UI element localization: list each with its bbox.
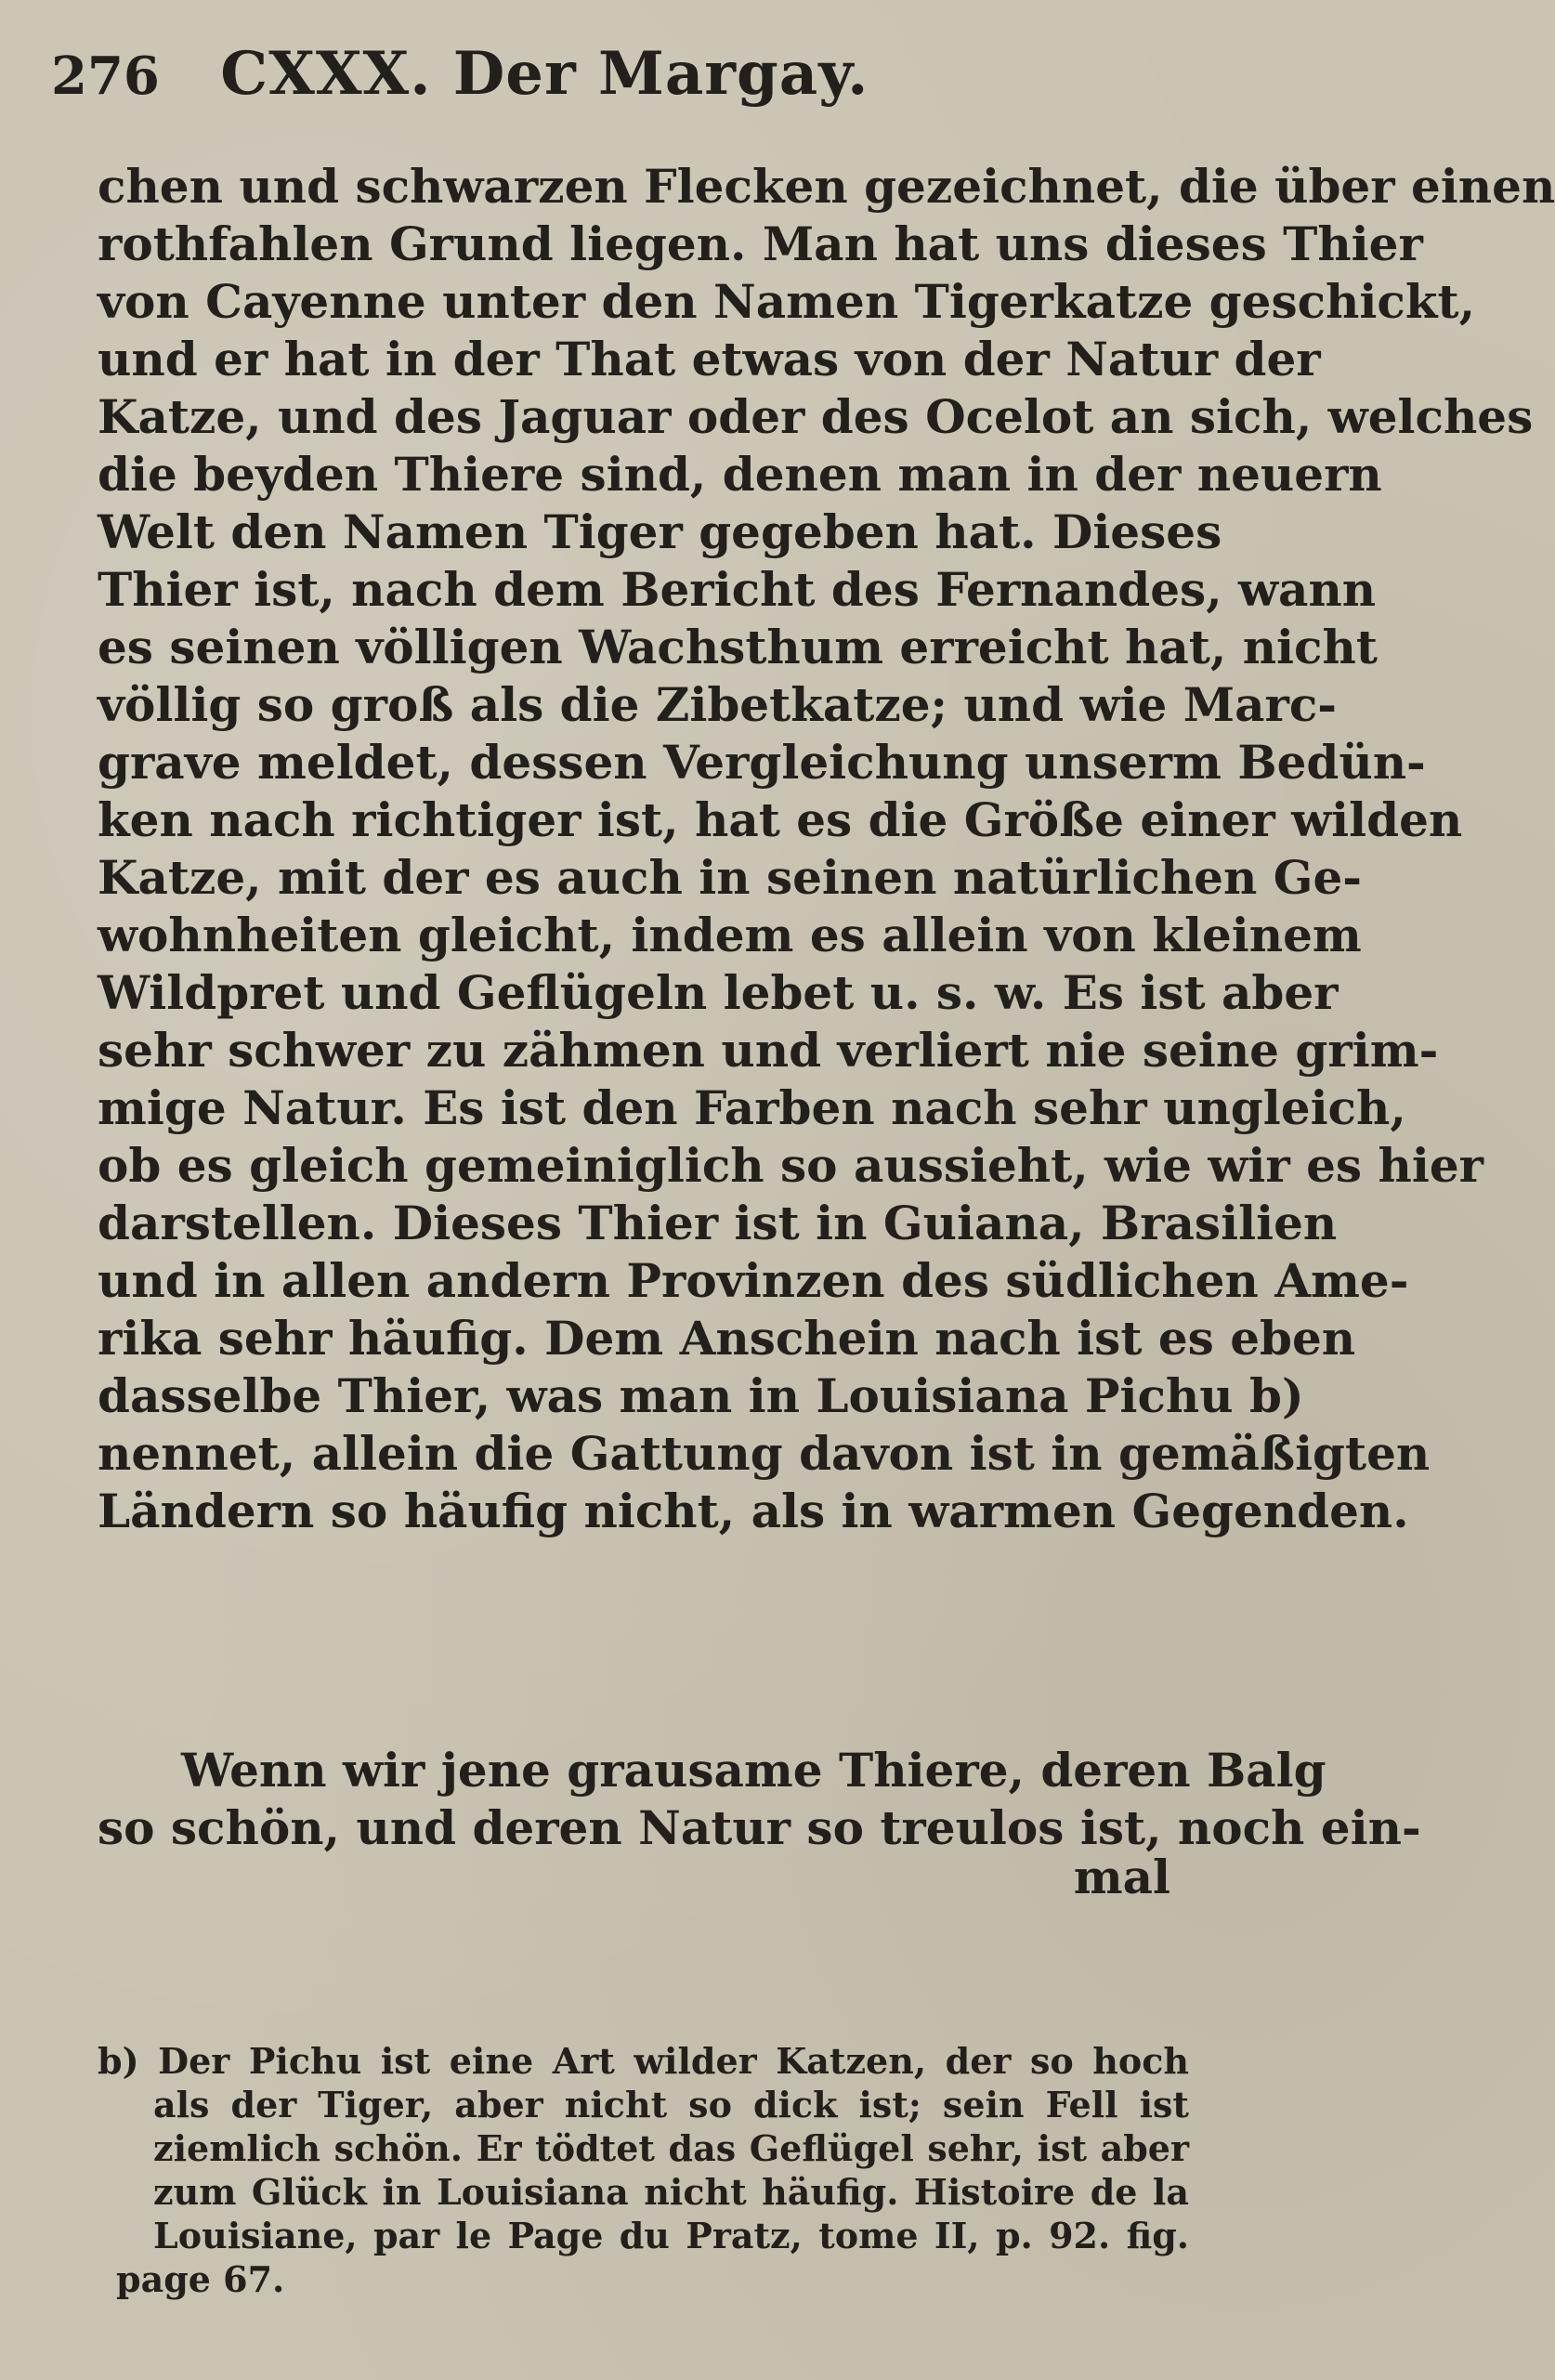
text-line: rika sehr häufig. Dem Anschein nach ist es eben bbox=[98, 1311, 1356, 1366]
text-line: dasselbe Thier, was man in Louisiana Pichu b) bbox=[98, 1368, 1304, 1423]
main-paragraph bbox=[98, 158, 1555, 1540]
text-line: Welt den Namen Tiger gegeben hat. Dieses bbox=[98, 504, 1222, 559]
text-line: Wildpret und Geflügeln lebet u. s. w. Es ist aber bbox=[98, 965, 1339, 1020]
text-line: und in allen andern Provinzen des südlichen Ame- bbox=[98, 1253, 1409, 1308]
footnote-line: als der Tiger, aber nicht so dick ist; sein Fell ist bbox=[153, 2084, 1189, 2125]
text-line: Wenn wir jene grausame Thiere, deren Balg bbox=[181, 1743, 1326, 1798]
footnote-line: zum Glück in Louisiana nicht häufig. Histoire de la bbox=[153, 2171, 1189, 2213]
catchword: mal bbox=[1073, 1850, 1170, 1904]
text-line: sehr schwer zu zähmen und verliert nie seine grim- bbox=[98, 1023, 1439, 1078]
text-line: chen und schwarzen Flecken gezeichnet, die über einen bbox=[98, 159, 1555, 214]
footnote-line: ziemlich schön. Er tödtet das Geflügel sehr, ist aber bbox=[153, 2127, 1189, 2169]
text-line: Thier ist, nach dem Bericht des Fernandes, wann bbox=[98, 562, 1377, 617]
text-line: wohnheiten gleicht, indem es allein von kleinem bbox=[98, 908, 1362, 962]
footnote-line: Louisiane, par le Page du Pratz, tome II, p. 92. fig. bbox=[153, 2215, 1189, 2256]
text-line: völlig so groß als die Zibetkatze; und wie Marc- bbox=[98, 677, 1338, 732]
text-line: grave meldet, dessen Vergleichung unserm Bedün- bbox=[98, 735, 1426, 790]
page-number: 276 bbox=[51, 46, 160, 107]
footnote bbox=[98, 2039, 1189, 2301]
footnote-line: page 67. bbox=[116, 2258, 285, 2300]
text-line: von Cayenne unter den Namen Tigerkatze geschickt, bbox=[98, 274, 1475, 329]
text-line: es seinen völligen Wachsthum erreicht hat, nicht bbox=[98, 620, 1378, 674]
text-line: so schön, und deren Natur so treulos ist, noch ein- bbox=[98, 1800, 1421, 1855]
text-line: Katze, und des Jaguar oder des Ocelot an sich, welches bbox=[98, 389, 1534, 444]
footnote-line: b) Der Pichu ist eine Art wilder Katzen, der so hoch bbox=[98, 2040, 1189, 2082]
running-title: CXXX. Der Margay. bbox=[220, 39, 869, 109]
text-line: nennet, allein die Gattung davon ist in gemäßigten bbox=[98, 1426, 1431, 1481]
second-paragraph bbox=[98, 1742, 1421, 1857]
page-header bbox=[51, 37, 1166, 111]
text-line: und er hat in der That etwas von der Natur der bbox=[98, 332, 1321, 386]
text-line: Katze, mit der es auch in seinen natürlichen Ge- bbox=[98, 850, 1363, 905]
text-line: rothfahlen Grund liegen. Man hat uns dieses Thier bbox=[98, 216, 1423, 271]
text-line: mige Natur. Es ist den Farben nach sehr ungleich, bbox=[98, 1080, 1406, 1135]
text-line: ob es gleich gemeiniglich so aussieht, wie wir es hier bbox=[98, 1138, 1483, 1193]
text-line: darstellen. Dieses Thier ist in Guiana, Brasilien bbox=[98, 1196, 1338, 1250]
text-line: die beyden Thiere sind, denen man in der neuern bbox=[98, 447, 1382, 502]
text-line: ken nach richtiger ist, hat es die Größe einer wilden bbox=[98, 792, 1463, 847]
text-line: Ländern so häufig nicht, als in warmen Gegenden. bbox=[98, 1484, 1409, 1538]
